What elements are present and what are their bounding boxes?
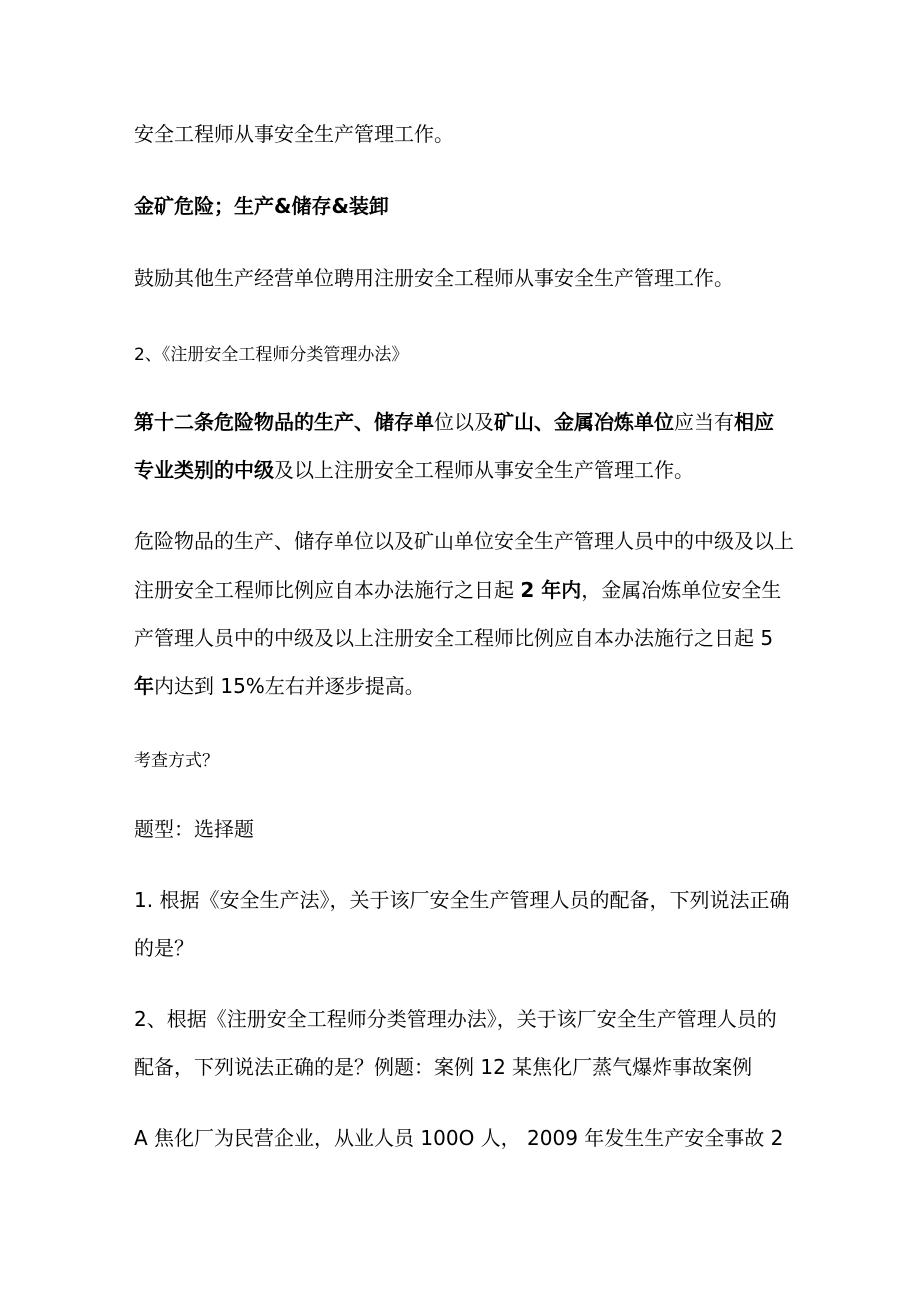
bold-text: 年 <box>134 674 154 698</box>
paragraph-encourage: 鼓励其他生产经营单位聘用注册安全工程师从事安全生产管理工作。 <box>134 266 734 290</box>
paragraph-1: 安全工程师从事安全生产管理工作。 <box>134 122 454 146</box>
question-1-line-2: 的是？ <box>134 936 194 960</box>
article-12-line-1 <box>134 408 774 436</box>
section-title: 2、《注册安全工程师分类管理办法》 <box>134 345 409 365</box>
ratio-paragraph-line-4 <box>134 672 425 700</box>
exam-method: 考查方式？ <box>134 751 219 771</box>
case-paragraph: A 焦化厂为民营企业，从业人员 100O 人， 2009 年发生生产安全事故 2 <box>134 1126 784 1150</box>
bold-text: 2 年内 <box>520 578 582 602</box>
normal-text: 应当有 <box>674 410 734 434</box>
normal-text: 及以上注册安全工程师从事安全生产管理工作。 <box>274 458 694 482</box>
normal-text: 注册安全工程师比例应自本办法施行之日起 <box>134 578 521 602</box>
highlight-heading: 金矿危险；生产&储存&装卸 <box>134 194 389 218</box>
bold-text: 矿山、金属冶炼单位 <box>494 410 674 434</box>
ratio-paragraph-line-1: 危险物品的生产、储存单位以及矿山单位安全生产管理人员中的中级及以上 <box>134 529 794 553</box>
ratio-paragraph-line-3: 产管理人员中的中级及以上注册安全工程师比例应自本办法施行之日起 5 <box>134 626 774 650</box>
normal-text: 位以及 <box>434 410 494 434</box>
question-type: 题型：选择题 <box>134 817 254 841</box>
bold-text: 相应 <box>734 410 774 434</box>
article-12-line-2 <box>134 456 694 484</box>
question-2-line-1: 2、根据《注册安全工程师分类管理办法》，关于该厂安全生产管理人员的 <box>134 1007 777 1031</box>
bold-text: 第十二条危险物品的生产、储存单 <box>134 410 434 434</box>
question-2-line-2: 配备，下列说法正确的是？例题：案例 12 某焦化厂蒸气爆炸事故案例 <box>134 1055 753 1079</box>
normal-text: ，金属冶炼单位安全生 <box>581 578 782 602</box>
ratio-paragraph-line-2 <box>134 576 781 604</box>
bold-text: 专业类别的中级 <box>134 458 274 482</box>
question-1-line-1: 1. 根据《安全生产法》，关于该厂安全生产管理人员的配备，下列说法正确 <box>134 888 790 912</box>
normal-text: 内达到 15%左右并逐步提高。 <box>154 674 425 698</box>
